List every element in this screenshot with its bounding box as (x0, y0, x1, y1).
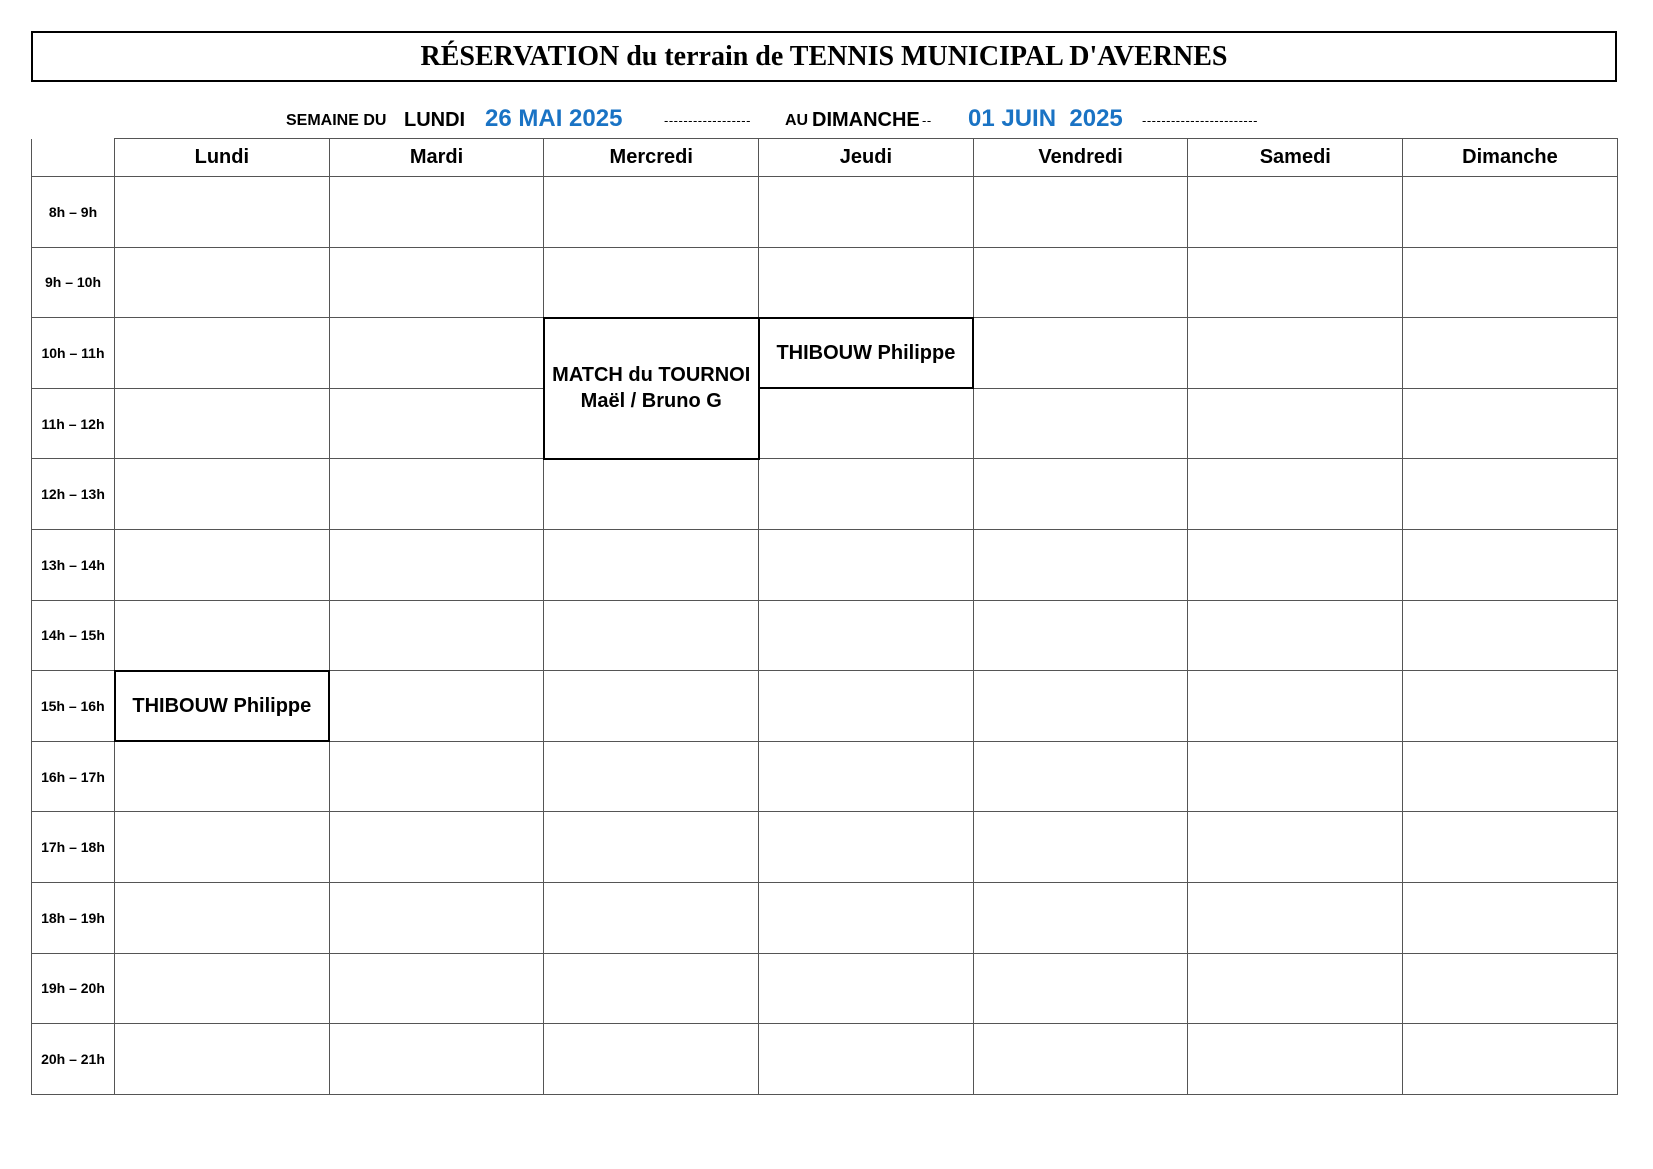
slot-cell[interactable] (973, 388, 1188, 459)
time-label: 8h – 9h (32, 177, 115, 248)
time-label: 20h – 21h (32, 1024, 115, 1095)
slot-cell[interactable] (1403, 247, 1618, 318)
slot-cell[interactable] (1403, 741, 1618, 812)
header-row (32, 139, 1618, 177)
slot-cell[interactable] (759, 600, 974, 671)
slot-cell[interactable] (1403, 529, 1618, 600)
time-label: 17h – 18h (32, 812, 115, 883)
slot-cell[interactable] (759, 812, 974, 883)
slot-cell[interactable] (115, 529, 330, 600)
slot-cell[interactable] (329, 812, 544, 883)
slot-cell[interactable] (544, 812, 759, 883)
slot-cell[interactable] (973, 247, 1188, 318)
time-label: 15h – 16h (32, 671, 115, 742)
slot-cell[interactable] (973, 529, 1188, 600)
slot-cell[interactable] (1188, 671, 1403, 742)
time-row (32, 529, 1618, 600)
time-label: 14h – 15h (32, 600, 115, 671)
slot-cell[interactable] (329, 529, 544, 600)
time-label: 18h – 19h (32, 882, 115, 953)
slot-cell[interactable] (1403, 600, 1618, 671)
time-row (32, 600, 1618, 671)
time-label: 19h – 20h (32, 953, 115, 1024)
booking-jeudi-10h[interactable] (759, 318, 974, 389)
slot-cell[interactable] (759, 1024, 974, 1095)
slot-cell[interactable] (1403, 459, 1618, 530)
time-label: 12h – 13h (32, 459, 115, 530)
slot-cell[interactable] (544, 177, 759, 248)
time-row (32, 953, 1618, 1024)
slot-cell[interactable] (115, 953, 330, 1024)
dashes-mid: -- (922, 113, 932, 128)
slot-cell[interactable] (329, 600, 544, 671)
slot-cell[interactable] (115, 388, 330, 459)
slot-cell[interactable] (973, 671, 1188, 742)
slot-cell[interactable] (759, 671, 974, 742)
slot-cell[interactable] (544, 1024, 759, 1095)
slot-cell[interactable] (115, 247, 330, 318)
slot-cell[interactable] (759, 459, 974, 530)
semaine-label: SEMAINE DU (286, 112, 387, 129)
slot-cell[interactable] (759, 953, 974, 1024)
start-date: 26 MAI 2025 (485, 105, 623, 132)
slot-cell[interactable] (544, 882, 759, 953)
slot-cell[interactable] (544, 953, 759, 1024)
slot-cell[interactable] (1403, 953, 1618, 1024)
slot-cell[interactable] (115, 459, 330, 530)
dashes-1: ------------------ (664, 113, 751, 128)
time-row (32, 388, 1618, 459)
slot-cell[interactable] (1188, 1024, 1403, 1095)
time-label: 9h – 10h (32, 247, 115, 318)
time-row (32, 177, 1618, 248)
slot-cell[interactable] (1403, 388, 1618, 459)
day-header: Lundi (115, 139, 330, 177)
slot-cell[interactable] (329, 318, 544, 389)
time-row (32, 812, 1618, 883)
slot-cell[interactable] (544, 459, 759, 530)
time-row (32, 247, 1618, 318)
slot-cell[interactable] (1403, 318, 1618, 389)
slot-cell[interactable] (1188, 953, 1403, 1024)
slot-cell[interactable] (1403, 177, 1618, 248)
au-label: AU (785, 112, 809, 129)
slot-cell[interactable] (329, 953, 544, 1024)
time-label: 16h – 17h (32, 741, 115, 812)
slot-cell[interactable] (973, 600, 1188, 671)
slot-cell[interactable] (329, 741, 544, 812)
dashes-2: ------------------------ (1142, 113, 1258, 128)
day-header: Dimanche (1403, 139, 1618, 177)
time-row (32, 882, 1618, 953)
schedule-table (31, 138, 1618, 1095)
slot-cell[interactable] (1188, 529, 1403, 600)
page-title: RÉSERVATION du terrain de TENNIS MUNICIPAL D'AVERNES (420, 40, 1228, 72)
slot-cell[interactable] (544, 671, 759, 742)
slot-cell[interactable] (759, 177, 974, 248)
slot-cell[interactable] (1188, 318, 1403, 389)
time-label: 10h – 11h (32, 318, 115, 389)
booking-lundi-15h[interactable] (115, 671, 330, 742)
end-day: DIMANCHE (812, 109, 920, 131)
slot-cell[interactable] (973, 882, 1188, 953)
booking-line1: THIBOUW Philippe (776, 341, 956, 364)
slot-cell[interactable] (973, 177, 1188, 248)
time-row (32, 671, 1618, 742)
day-header: Mardi (329, 139, 544, 177)
slot-cell[interactable] (1403, 812, 1618, 883)
slot-cell[interactable] (759, 247, 974, 318)
slot-cell[interactable] (329, 247, 544, 318)
day-header: Jeudi (759, 139, 974, 177)
week-line (0, 104, 1653, 134)
slot-cell[interactable] (1403, 1024, 1618, 1095)
time-row (32, 741, 1618, 812)
slot-cell[interactable] (973, 459, 1188, 530)
slot-cell[interactable] (115, 318, 330, 389)
slot-cell[interactable] (115, 177, 330, 248)
slot-cell[interactable] (1188, 882, 1403, 953)
time-row (32, 459, 1618, 530)
booking-line1: THIBOUW Philippe (132, 694, 312, 717)
slot-cell[interactable] (329, 459, 544, 530)
slot-cell[interactable] (115, 600, 330, 671)
slot-cell[interactable] (329, 388, 544, 459)
slot-cell[interactable] (973, 953, 1188, 1024)
slot-cell[interactable] (544, 600, 759, 671)
start-day: LUNDI (404, 109, 466, 131)
slot-cell[interactable] (115, 882, 330, 953)
slot-cell[interactable] (329, 1024, 544, 1095)
slot-cell[interactable] (115, 1024, 330, 1095)
title-box (31, 31, 1617, 82)
time-label: 11h – 12h (32, 388, 115, 459)
slot-cell[interactable] (973, 812, 1188, 883)
slot-cell[interactable] (1403, 882, 1618, 953)
slot-cell[interactable] (1188, 812, 1403, 883)
booking-line2: Maël / Bruno G (580, 390, 722, 413)
slot-cell[interactable] (973, 1024, 1188, 1095)
corner-cell (32, 139, 115, 177)
booking-line1: MATCH du TOURNOI (552, 364, 751, 387)
slot-cell[interactable] (973, 741, 1188, 812)
slot-cell[interactable] (1188, 459, 1403, 530)
day-header: Vendredi (973, 139, 1188, 177)
slot-cell[interactable] (115, 812, 330, 883)
slot-cell[interactable] (115, 741, 330, 812)
slot-cell[interactable] (1188, 600, 1403, 671)
slot-cell[interactable] (759, 882, 974, 953)
slot-cell[interactable] (544, 247, 759, 318)
day-header: Mercredi (544, 139, 759, 177)
time-row (32, 318, 1618, 389)
slot-cell[interactable] (1188, 247, 1403, 318)
end-date: 01 JUIN 2025 (968, 105, 1123, 132)
slot-cell[interactable] (1188, 388, 1403, 459)
slot-cell[interactable] (973, 318, 1188, 389)
slot-cell[interactable] (1188, 177, 1403, 248)
day-header: Samedi (1188, 139, 1403, 177)
slot-cell[interactable] (759, 529, 974, 600)
slot-cell[interactable] (329, 177, 544, 248)
slot-cell[interactable] (1403, 671, 1618, 742)
slot-cell[interactable] (329, 671, 544, 742)
slot-cell[interactable] (1188, 741, 1403, 812)
slot-cell[interactable] (544, 529, 759, 600)
slot-cell[interactable] (759, 741, 974, 812)
slot-cell[interactable] (544, 741, 759, 812)
time-row (32, 1024, 1618, 1095)
slot-cell[interactable] (329, 882, 544, 953)
slot-cell[interactable] (759, 388, 974, 459)
time-label: 13h – 14h (32, 529, 115, 600)
booking-mercredi-10h[interactable] (544, 318, 759, 459)
